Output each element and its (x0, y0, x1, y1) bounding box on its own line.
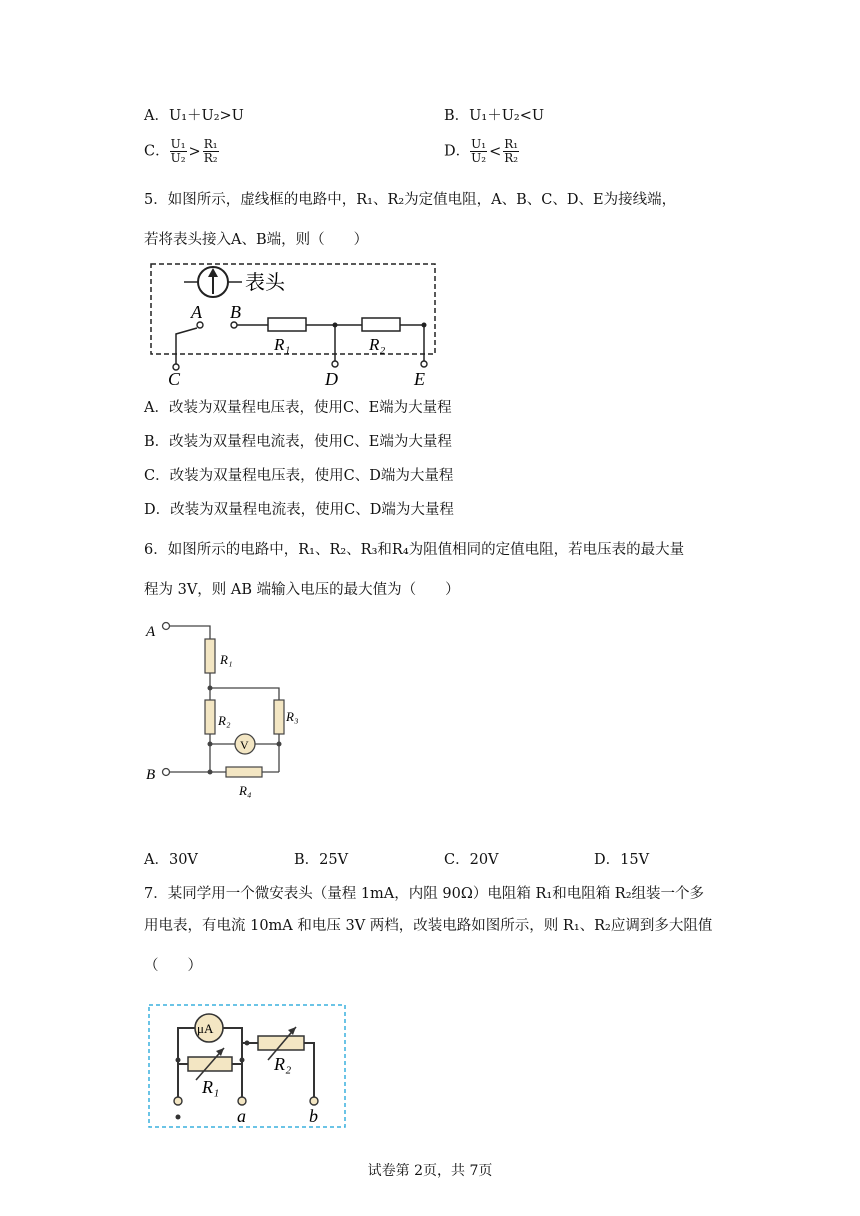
fraction-r1-r2: $\frac{\text{R₁}}{\text{R₂}}$ (203, 137, 218, 165)
svg-text:R₂: R₂ (369, 335, 386, 354)
q4-option-d (444, 138, 519, 165)
terminal-common (174, 1097, 182, 1105)
svg-text:R₄: R₄ (239, 783, 252, 798)
q5-option-a: A．改装为双量程电压表，使用C、E端为大量程 (144, 400, 452, 416)
page-footer: 试卷第 2页，共 7页 (367, 1163, 493, 1179)
terminal-a-label: A (191, 302, 202, 322)
q6-option-a: A．30V (144, 852, 198, 868)
svg-text:V: V (240, 738, 249, 752)
q5-option-b: B．改装为双量程电流表，使用C、E端为大量程 (144, 434, 452, 450)
svg-text:R₂: R₂ (274, 1054, 292, 1074)
terminal-e-label: E (414, 369, 425, 389)
svg-text:R₃: R₃ (286, 709, 299, 724)
q7-stem-line1: 7．某同学用一个微安表头（量程 1mA，内阻 90Ω）电阻箱 R₁和电阻箱 R₂组装一个多 (144, 886, 705, 902)
terminal-d-label: D (325, 369, 338, 389)
terminal-b-label: B (230, 302, 241, 322)
q6-option-d: D．15V (594, 852, 650, 868)
fraction-u1-u2: $\frac{\text{U₁}}{\text{U₂}}$ (471, 137, 487, 165)
svg-text:R₁: R₁ (274, 335, 291, 354)
svg-text:R₁: R₁ (202, 1077, 220, 1097)
svg-text:R₂: R₂ (218, 713, 231, 728)
comparison-operator: < (489, 143, 502, 160)
q5-option-c: C．改装为双量程电压表，使用C、D端为大量程 (144, 468, 454, 484)
q5-circuit-figure (144, 258, 444, 390)
resistor-r4 (226, 767, 262, 777)
q6-circuit-figure (144, 614, 314, 804)
terminal-a-label: a (237, 1106, 246, 1126)
q4-option-a: A．U₁＋U₂>U (144, 108, 244, 124)
resistor-r2 (362, 318, 400, 331)
q6-option-b: B．25V (294, 852, 349, 868)
terminal-b-label: B (146, 767, 156, 783)
resistor-r1 (205, 639, 215, 673)
svg-text:R₁: R₁ (220, 652, 233, 667)
q7-stem-line3: （ ） (144, 958, 202, 974)
terminal-a (238, 1097, 246, 1105)
fraction-u1-u2: $\frac{\text{U₁}}{\text{U₂}}$ (170, 137, 186, 165)
q5-stem-line1: 5．如图所示，虚线框的电路中，R₁、R₂为定值电阻，A、B、C、D、E为接线端， (144, 192, 677, 208)
q5-option-d: D．改装为双量程电流表，使用C、D端为大量程 (144, 502, 454, 518)
q4-option-d-label: D． (444, 143, 471, 160)
terminal-c-label: C (168, 369, 181, 389)
q6-stem-line2: 程为 3V，则 AB 端输入电压的最大值为（ ） (144, 582, 460, 598)
q5-stem-line2: 若将表头接入A、B端，则（ ） (144, 232, 369, 248)
terminal-b (310, 1097, 318, 1105)
q6-option-c: C．20V (444, 852, 499, 868)
q6-stem-line1: 6．如图所示的电路中，R₁、R₂、R₃和R₄为阻值相同的定值电阻，若电压表的最大量 (144, 542, 685, 558)
q7-circuit-figure (144, 1000, 350, 1132)
q4-option-c (144, 138, 219, 165)
resistor-r3 (274, 700, 284, 734)
q4-option-c-label: C． (144, 143, 170, 160)
meter-label: 表头 (245, 272, 285, 294)
terminal-b-label: b (309, 1106, 318, 1126)
resistor-r2 (205, 700, 215, 734)
q4-option-b: B．U₁＋U₂<U (444, 108, 545, 124)
fraction-r1-r2: $\frac{\text{R₁}}{\text{R₂}}$ (504, 137, 519, 165)
q7-stem-line2: 用电表，有电流 10mA 和电压 3V 两档，改装电路如图所示，则 R₁、R₂应调到多大阻值 (144, 918, 713, 934)
svg-text:μA: μA (197, 1021, 214, 1036)
terminal-a-label: A (146, 624, 156, 640)
resistor-r1 (268, 318, 306, 331)
resistor-box-r2 (258, 1036, 304, 1050)
comparison-operator: > (188, 143, 201, 160)
